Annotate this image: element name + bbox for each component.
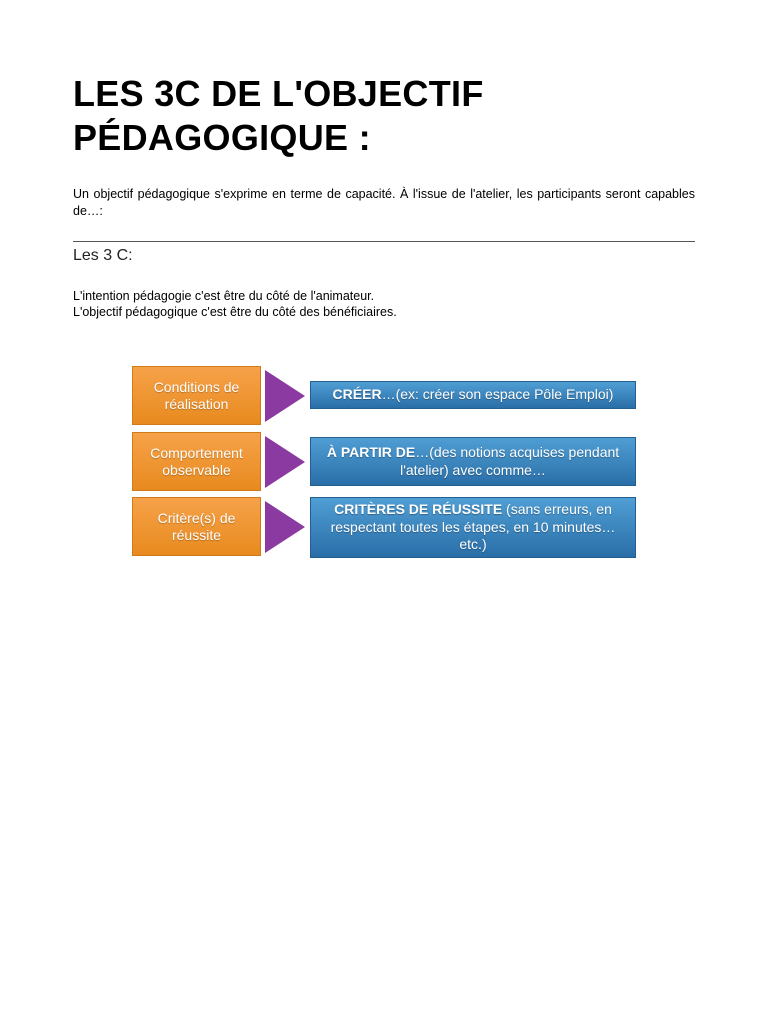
criteres-label-1: Critère(s) de xyxy=(157,509,236,526)
comportement-box xyxy=(132,432,261,491)
a-partir-de-box xyxy=(310,437,636,486)
conditions-box xyxy=(132,366,261,425)
section-divider xyxy=(73,241,695,242)
page-title xyxy=(73,72,713,160)
criteres-reussite-box xyxy=(310,497,636,558)
creer-keyword: CRÉER xyxy=(332,386,382,403)
criteres-reussite-keyword: CRITÈRES DE RÉUSSITE xyxy=(334,501,503,518)
title-line-2: PÉDAGOGIQUE : xyxy=(73,117,371,158)
arrow-icon xyxy=(265,436,305,488)
body-line-1: L'intention pédagogie c'est être du côté de l'animateur. xyxy=(73,289,375,303)
criteres-reussite-text: (sans erreurs, en respectant toutes les étapes, en 10 minutes…etc.) xyxy=(330,501,616,553)
comportement-label-2: observable xyxy=(162,461,231,478)
a-partir-de-text: …(des notions acquises pendant l'atelier) avec comme… xyxy=(400,444,620,478)
arrow-icon xyxy=(265,501,305,553)
intro-paragraph: Un objectif pédagogique s'exprime en terme de capacité. À l'issue de l'atelier, les participants seront capables de…: xyxy=(73,187,695,218)
a-partir-de-keyword: À PARTIR DE xyxy=(326,444,416,460)
creer-box xyxy=(310,381,636,409)
section-heading: Les 3 C: xyxy=(73,247,133,264)
title-line-1: LES 3C DE L'OBJECTIF xyxy=(73,73,484,114)
body-text xyxy=(73,288,397,320)
criteres-label-2: réussite xyxy=(171,526,221,543)
criteres-box xyxy=(132,497,261,556)
arrow-icon xyxy=(265,370,305,422)
creer-text: …(ex: créer son espace Pôle Emploi) xyxy=(381,386,614,403)
body-line-2: L'objectif pédagogique c'est être du côté des bénéficiaires. xyxy=(73,305,397,319)
conditions-label-2: réalisation xyxy=(164,395,229,412)
comportement-label-1: Comportement xyxy=(150,444,243,461)
conditions-label-1: Conditions de xyxy=(153,378,240,395)
